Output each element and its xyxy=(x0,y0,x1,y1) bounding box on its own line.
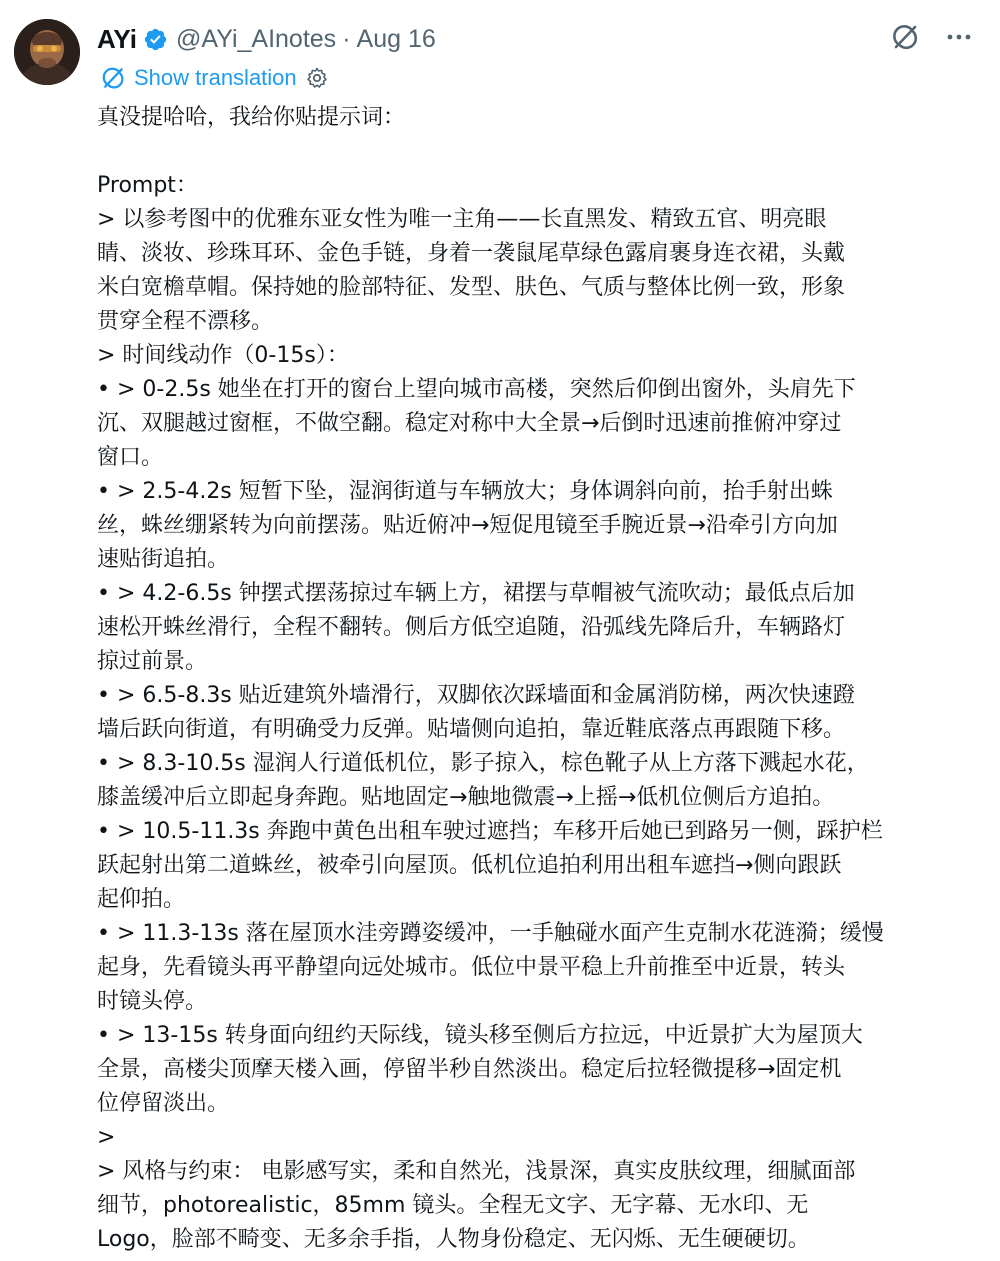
post-date[interactable]: Aug 16 xyxy=(356,24,436,53)
grok-button[interactable] xyxy=(888,20,922,54)
author-display-name[interactable]: AYi xyxy=(97,23,137,54)
post-text-line: 细节，photorealistic，85mm 镜头。全程无文字、无字幕、无水印、无 xyxy=(97,1193,809,1218)
post-text-line: 掠过前景。 xyxy=(97,649,208,674)
post-text-line: 全景，高楼尖顶摩天楼入画，停留半秒自然淡出。稳定后拉轻微提移→固定机 xyxy=(97,1057,842,1082)
post-text-line: 墙后跃向街道，有明确受力反弹。贴墙侧向追拍，靠近鞋底落点再跟随下移。 xyxy=(97,717,846,742)
post-text-line: > 时间线动作（0-15s）： xyxy=(97,343,349,368)
post-text-line: • > 10.5-11.3s 奔跑中黄色出租车驶过遮挡；车移开后她已到路另一侧，踩护栏 xyxy=(97,819,883,844)
post-text-line: Prompt： xyxy=(97,173,198,198)
avatar-image xyxy=(14,19,80,85)
post-text-line: 跃起射出第二道蛛丝，被牵引向屋顶。低机位追拍利用出租车遮挡→侧向跟跃 xyxy=(97,853,842,878)
author-handle[interactable]: @AYi_AInotes xyxy=(176,24,337,53)
more-button[interactable] xyxy=(942,20,976,54)
post-text-line: 真没提哈哈，我给你贴提示词： xyxy=(97,105,406,130)
post-text-line: 速松开蛛丝滑行，全程不翻转。侧后方低空追随，沿弧线先降后升，车辆路灯 xyxy=(97,615,846,640)
post-text-line: > 风格与约束： 电影感写实，柔和自然光，浅景深，真实皮肤纹理，细腻面部 xyxy=(97,1159,856,1184)
post-text-line: 速贴街追拍。 xyxy=(97,547,230,572)
post-text-line xyxy=(97,135,987,169)
post-text-line: 起仰拍。 xyxy=(97,887,186,912)
post-text-line: 位停留淡出。 xyxy=(97,1091,230,1116)
more-horizontal-icon xyxy=(944,22,974,52)
post-text-line: • > 11.3-13s 落在屋顶水洼旁蹲姿缓冲，一手触碰水面产生克制水花涟漪；缓慢 xyxy=(97,921,884,946)
post-text-line: • > 8.3-10.5s 湿润人行道低机位，影子掠入，棕色靴子从上方落下溅起水花， xyxy=(97,751,869,776)
post-text-line: 睛、淡妆、珍珠耳环、金色手链，身着一袭鼠尾草绿色露肩裹身连衣裙，头戴 xyxy=(97,241,846,266)
verified-badge-icon xyxy=(143,27,168,52)
post-text-line: • > 4.2-6.5s 钟摆式摆荡掠过车辆上方，裙摆与草帽被气流吹动；最低点后加 xyxy=(97,581,855,606)
post-text-line: > 以参考图中的优雅东亚女性为唯一主角——长直黑发、精致五官、明亮眼 xyxy=(97,207,827,232)
post-text-line: • > 13-15s 转身面向纽约天际线，镜头移至侧后方拉远，中近景扩大为屋顶大 xyxy=(97,1023,863,1048)
post-text-line: 沉、双腿越过窗框，不做空翻。稳定对称中大全景→后倒时迅速前推俯冲穿过 xyxy=(97,411,842,436)
header-separator: · xyxy=(342,24,351,53)
post-text-line: 米白宽檐草帽。保持她的脸部特征、发型、肤色、气质与整体比例一致，形象 xyxy=(97,275,846,300)
translation-row xyxy=(100,62,329,94)
tweet-actions xyxy=(888,20,976,54)
grok-icon xyxy=(890,22,920,52)
avatar[interactable] xyxy=(14,19,80,85)
post-text-line: 膝盖缓冲后立即起身奔跑。贴地固定→触地微震→上摇→低机位侧后方追拍。 xyxy=(97,785,835,810)
post-text xyxy=(97,101,987,1257)
post-text-line: • > 2.5-4.2s 短暂下坠，湿润街道与车辆放大；身体调斜向前，抬手射出蛛 xyxy=(97,479,833,504)
translate-icon xyxy=(100,65,126,91)
post-text-line: 窗口。 xyxy=(97,445,164,470)
show-translation-link[interactable]: Show translation xyxy=(134,65,297,90)
post-text-line: > xyxy=(97,1125,116,1150)
post-text-line: • > 6.5-8.3s 贴近建筑外墙滑行，双脚依次踩墙面和金属消防梯，两次快速蹬 xyxy=(97,683,855,708)
post-text-line: 贯穿全程不漂移。 xyxy=(97,309,274,334)
post-text-line: Logo，脸部不畸变、无多余手指，人物身份稳定、无闪烁、无生硬硬切。 xyxy=(97,1227,810,1252)
post-text-line: 时镜头停。 xyxy=(97,989,208,1014)
post-text-line: 丝，蛛丝绷紧转为向前摆荡。贴近俯冲→短促甩镜至手腕近景→沿牵引方向加 xyxy=(97,513,838,538)
gear-icon[interactable] xyxy=(305,66,329,90)
post-text-line: 起身，先看镜头再平静望向远处城市。低位中景平稳上升前推至中近景，转头 xyxy=(97,955,846,980)
post-text-line: • > 0-2.5s 她坐在打开的窗台上望向城市高楼，突然后仰倒出窗外，头肩先下 xyxy=(97,377,856,402)
tweet-header xyxy=(97,22,436,56)
